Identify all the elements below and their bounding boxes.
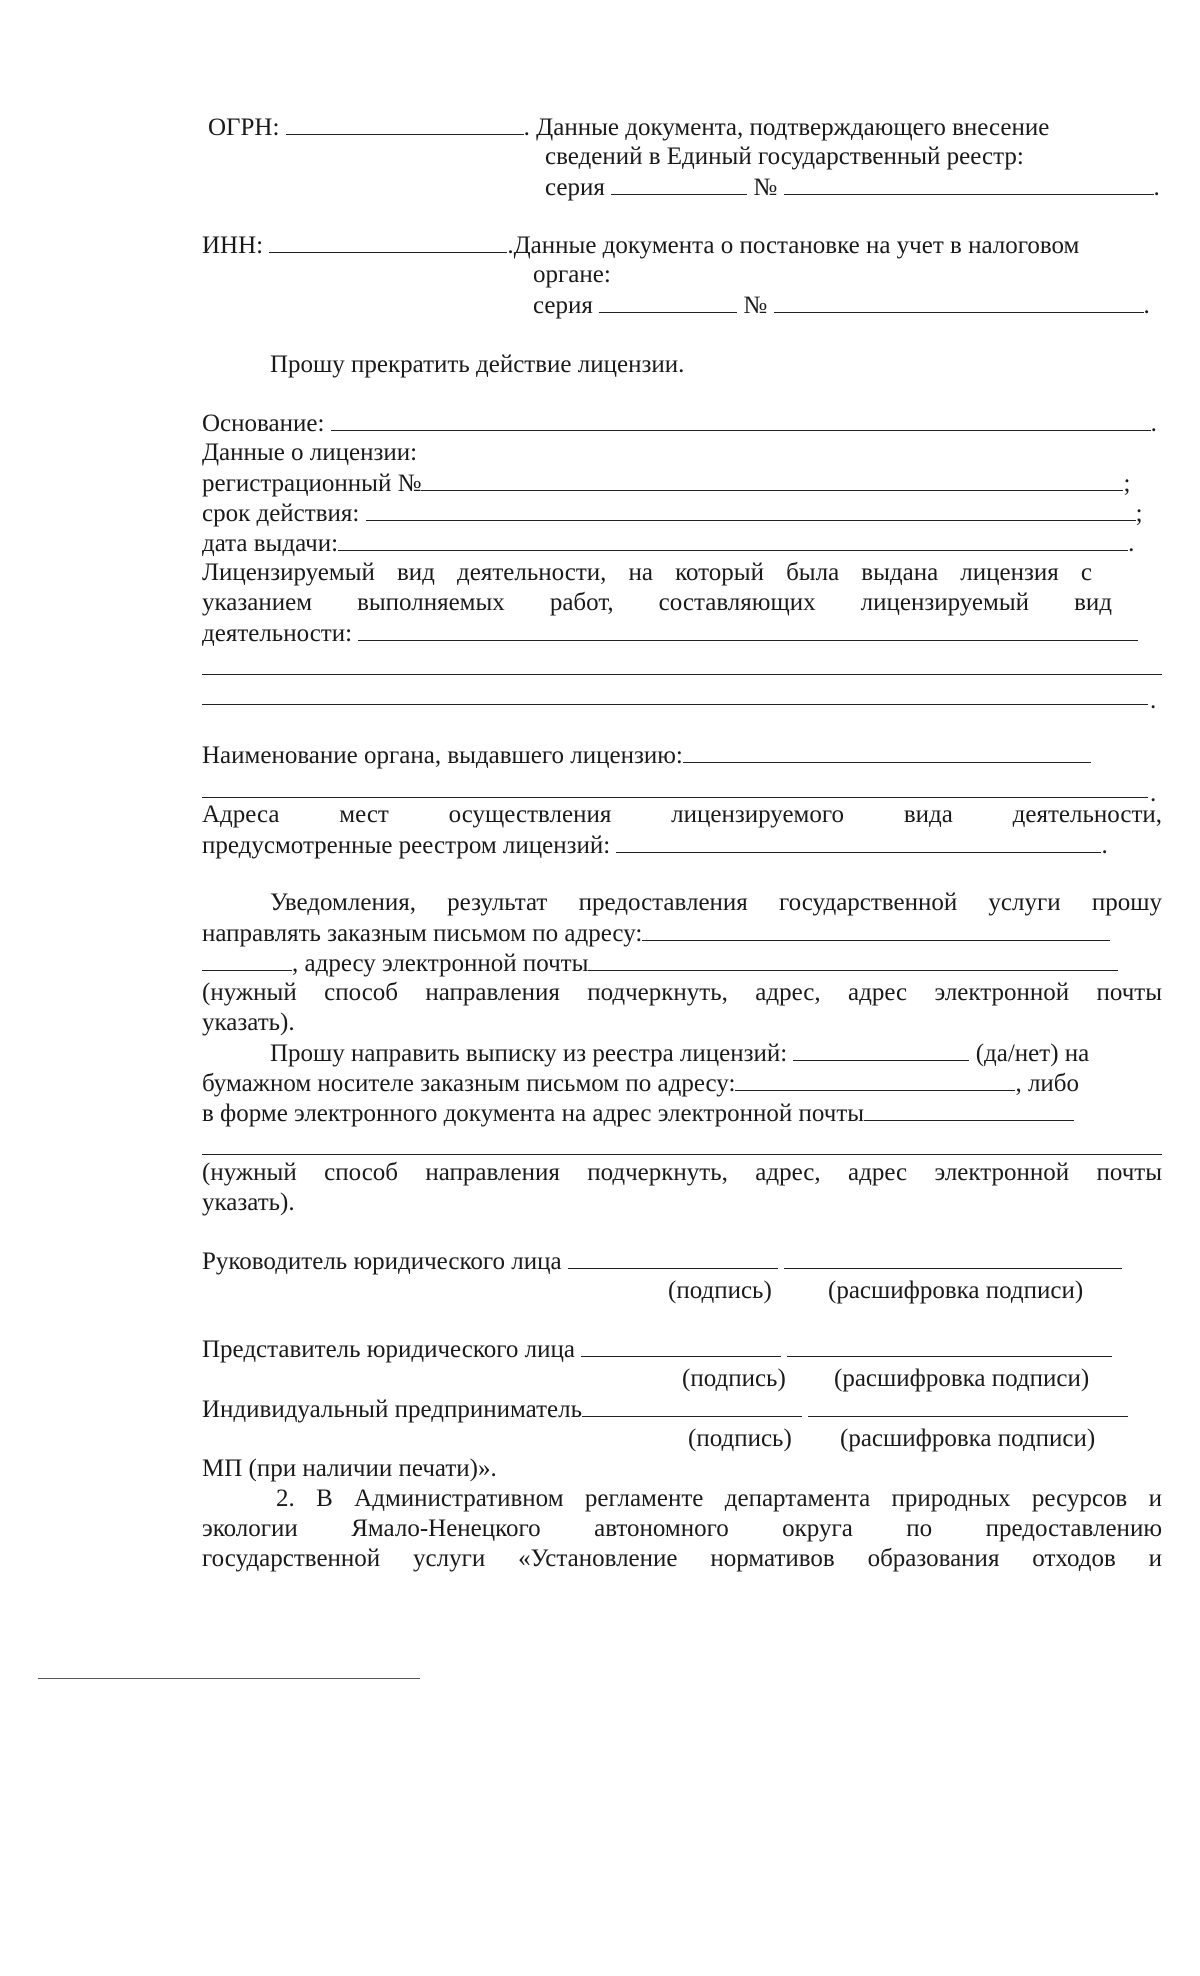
issue-date-field[interactable] [338, 528, 1128, 551]
activity-line [202, 618, 1138, 649]
rep-decode-field[interactable] [787, 1334, 1112, 1357]
extract-line-2 [202, 1068, 1079, 1099]
ip-decode-field[interactable] [808, 1394, 1128, 1417]
notice-hint-1: (нужный способ направления подчеркнуть, адрес, адрес электронной почты [202, 979, 1162, 1006]
addresses-text-1: Адреса мест осуществления лицензируемого вида деятельности, [202, 801, 1162, 828]
series-label: серия [533, 292, 593, 319]
footnote-separator [38, 1678, 420, 1679]
activity-text-1: Лицензируемый вид деятельности, на который была выдана лицензия с [202, 559, 1092, 586]
ogrn-label: ОГРН: [208, 114, 280, 141]
notice-hint-2: указать). [202, 1009, 295, 1036]
addresses-field[interactable] [616, 830, 1101, 853]
activity-text-2: указанием выполняемых работ, составляющих лицензируемый вид [202, 589, 1112, 616]
inn-label: ИНН: [202, 232, 264, 259]
ogrn-number-field[interactable] [784, 172, 1154, 195]
inn-series-field[interactable] [599, 290, 737, 313]
reg-number-label: регистрационный № [202, 470, 422, 497]
notice-email-line [202, 948, 1118, 979]
term-label: срок действия: [202, 500, 360, 527]
extract-hint-2: указать). [202, 1189, 295, 1216]
extract-line-3 [202, 1098, 1074, 1129]
ip-label: Индивидуальный предприниматель [202, 1396, 582, 1423]
number-label: № [753, 174, 778, 201]
item2-text-2: экологии Ямало-Ненецкого автономного округа по предоставлению [202, 1515, 1162, 1542]
notice-text-1: Уведомления, результат предоставления государственной услуги прошу [270, 889, 1162, 916]
decode-caption: (расшифровка подписи) [834, 1365, 1090, 1392]
ip-signature-field[interactable] [582, 1394, 802, 1417]
rep-label: Представитель юридического лица [202, 1336, 575, 1363]
ogrn-text-1: . Данные документа, подтверждающего внесение [523, 114, 1050, 141]
authority-field[interactable] [683, 740, 1091, 763]
activity-field[interactable] [358, 618, 1138, 641]
notice-address-line [202, 918, 1110, 949]
number-label: № [743, 292, 768, 319]
issue-date-line: дата выдачи: . [202, 530, 1135, 557]
issue-date-label: дата выдачи: [202, 530, 339, 557]
item2-text-1: 2. В Административном регламенте департамента природных ресурсов и [276, 1485, 1162, 1512]
reg-number-field[interactable] [421, 468, 1123, 491]
head-decode-field[interactable] [784, 1246, 1122, 1269]
request-text: Прошу прекратить действие лицензии. [270, 351, 685, 378]
extract-address-field[interactable] [735, 1068, 1015, 1091]
head-signature-line [202, 1246, 1122, 1277]
notice-address-field[interactable] [642, 918, 1110, 941]
decode-caption: (расшифровка подписи) [840, 1425, 1096, 1452]
sign-caption: (подпись) [688, 1425, 792, 1452]
extract-yes-no-label: (да/нет) на [975, 1040, 1090, 1067]
sign-caption: (подпись) [668, 1277, 772, 1304]
basis-line: Основание: . [202, 410, 1157, 437]
stamp-text: МП (при наличии печати)». [202, 1455, 497, 1482]
inn-text-2: органе: [533, 261, 611, 288]
extract-line-1 [270, 1038, 1089, 1069]
ogrn-text-2: сведений в Единый государственный реестр: [545, 143, 1024, 170]
notice-email-field[interactable] [588, 948, 1118, 971]
authority-label: Наименование органа, выдавшего лицензию: [202, 742, 683, 769]
addresses-label: предусмотренные реестром лицензий: [202, 832, 611, 859]
notice-address-label: направлять заказным письмом по адресу: [202, 920, 643, 947]
extract-address-label: бумажном носителе заказным письмом по адресу: [202, 1070, 736, 1097]
extract-hint-1: (нужный способ направления подчеркнуть, адрес, адрес электронной почты [202, 1159, 1162, 1186]
ogrn-series-line: серия № . [545, 174, 1160, 201]
head-label: Руководитель юридического лица [202, 1248, 562, 1275]
term-field[interactable] [366, 498, 1136, 521]
inn-field[interactable] [269, 230, 507, 253]
extract-label: Прошу направить выписку из реестра лицензий: [270, 1040, 788, 1067]
license-data-label: Данные о лицензии: [202, 439, 418, 466]
period: . [1150, 687, 1157, 714]
extract-blank-line[interactable] [202, 1154, 1162, 1155]
notice-address-field-cont[interactable] [202, 948, 292, 971]
head-signature-field[interactable] [568, 1246, 778, 1269]
addresses-line: предусмотренные реестром лицензий: . [202, 832, 1108, 859]
activity-blank-line-2[interactable] [202, 704, 1148, 705]
notice-email-label: , адресу электронной почты [292, 950, 589, 977]
extract-yes-no-field[interactable] [793, 1038, 969, 1061]
extract-either-label: , либо [1015, 1070, 1080, 1097]
ip-signature-line [202, 1394, 1128, 1425]
inn-text-1: .Данные документа о постановке на учет в налоговом [507, 232, 1080, 259]
sign-caption: (подпись) [682, 1365, 786, 1392]
term-line: срок действия: ; [202, 500, 1143, 527]
authority-blank-line[interactable] [202, 797, 1148, 798]
activity-label: деятельности: [202, 620, 353, 647]
ogrn-line [208, 112, 1049, 143]
rep-signature-line [202, 1334, 1112, 1365]
period: . [1150, 780, 1157, 807]
activity-blank-line-1[interactable] [202, 674, 1162, 675]
item2-text-3: государственной услуги «Установление нормативов образования отходов и [202, 1545, 1162, 1572]
ogrn-series-field[interactable] [611, 172, 747, 195]
basis-field[interactable] [331, 408, 1151, 431]
series-label: серия [545, 174, 605, 201]
inn-series-line: серия № . [533, 292, 1150, 319]
inn-number-field[interactable] [774, 290, 1144, 313]
ogrn-field[interactable] [286, 112, 524, 135]
decode-caption: (расшифровка подписи) [828, 1277, 1084, 1304]
authority-line [202, 740, 1091, 771]
basis-label: Основание: [202, 410, 325, 437]
reg-number-line: регистрационный № ; [202, 470, 1131, 497]
inn-line [202, 230, 1079, 261]
rep-signature-field[interactable] [581, 1334, 781, 1357]
extract-email-field[interactable] [864, 1098, 1074, 1121]
extract-email-label: в форме электронного документа на адрес электронной почты [202, 1100, 865, 1127]
